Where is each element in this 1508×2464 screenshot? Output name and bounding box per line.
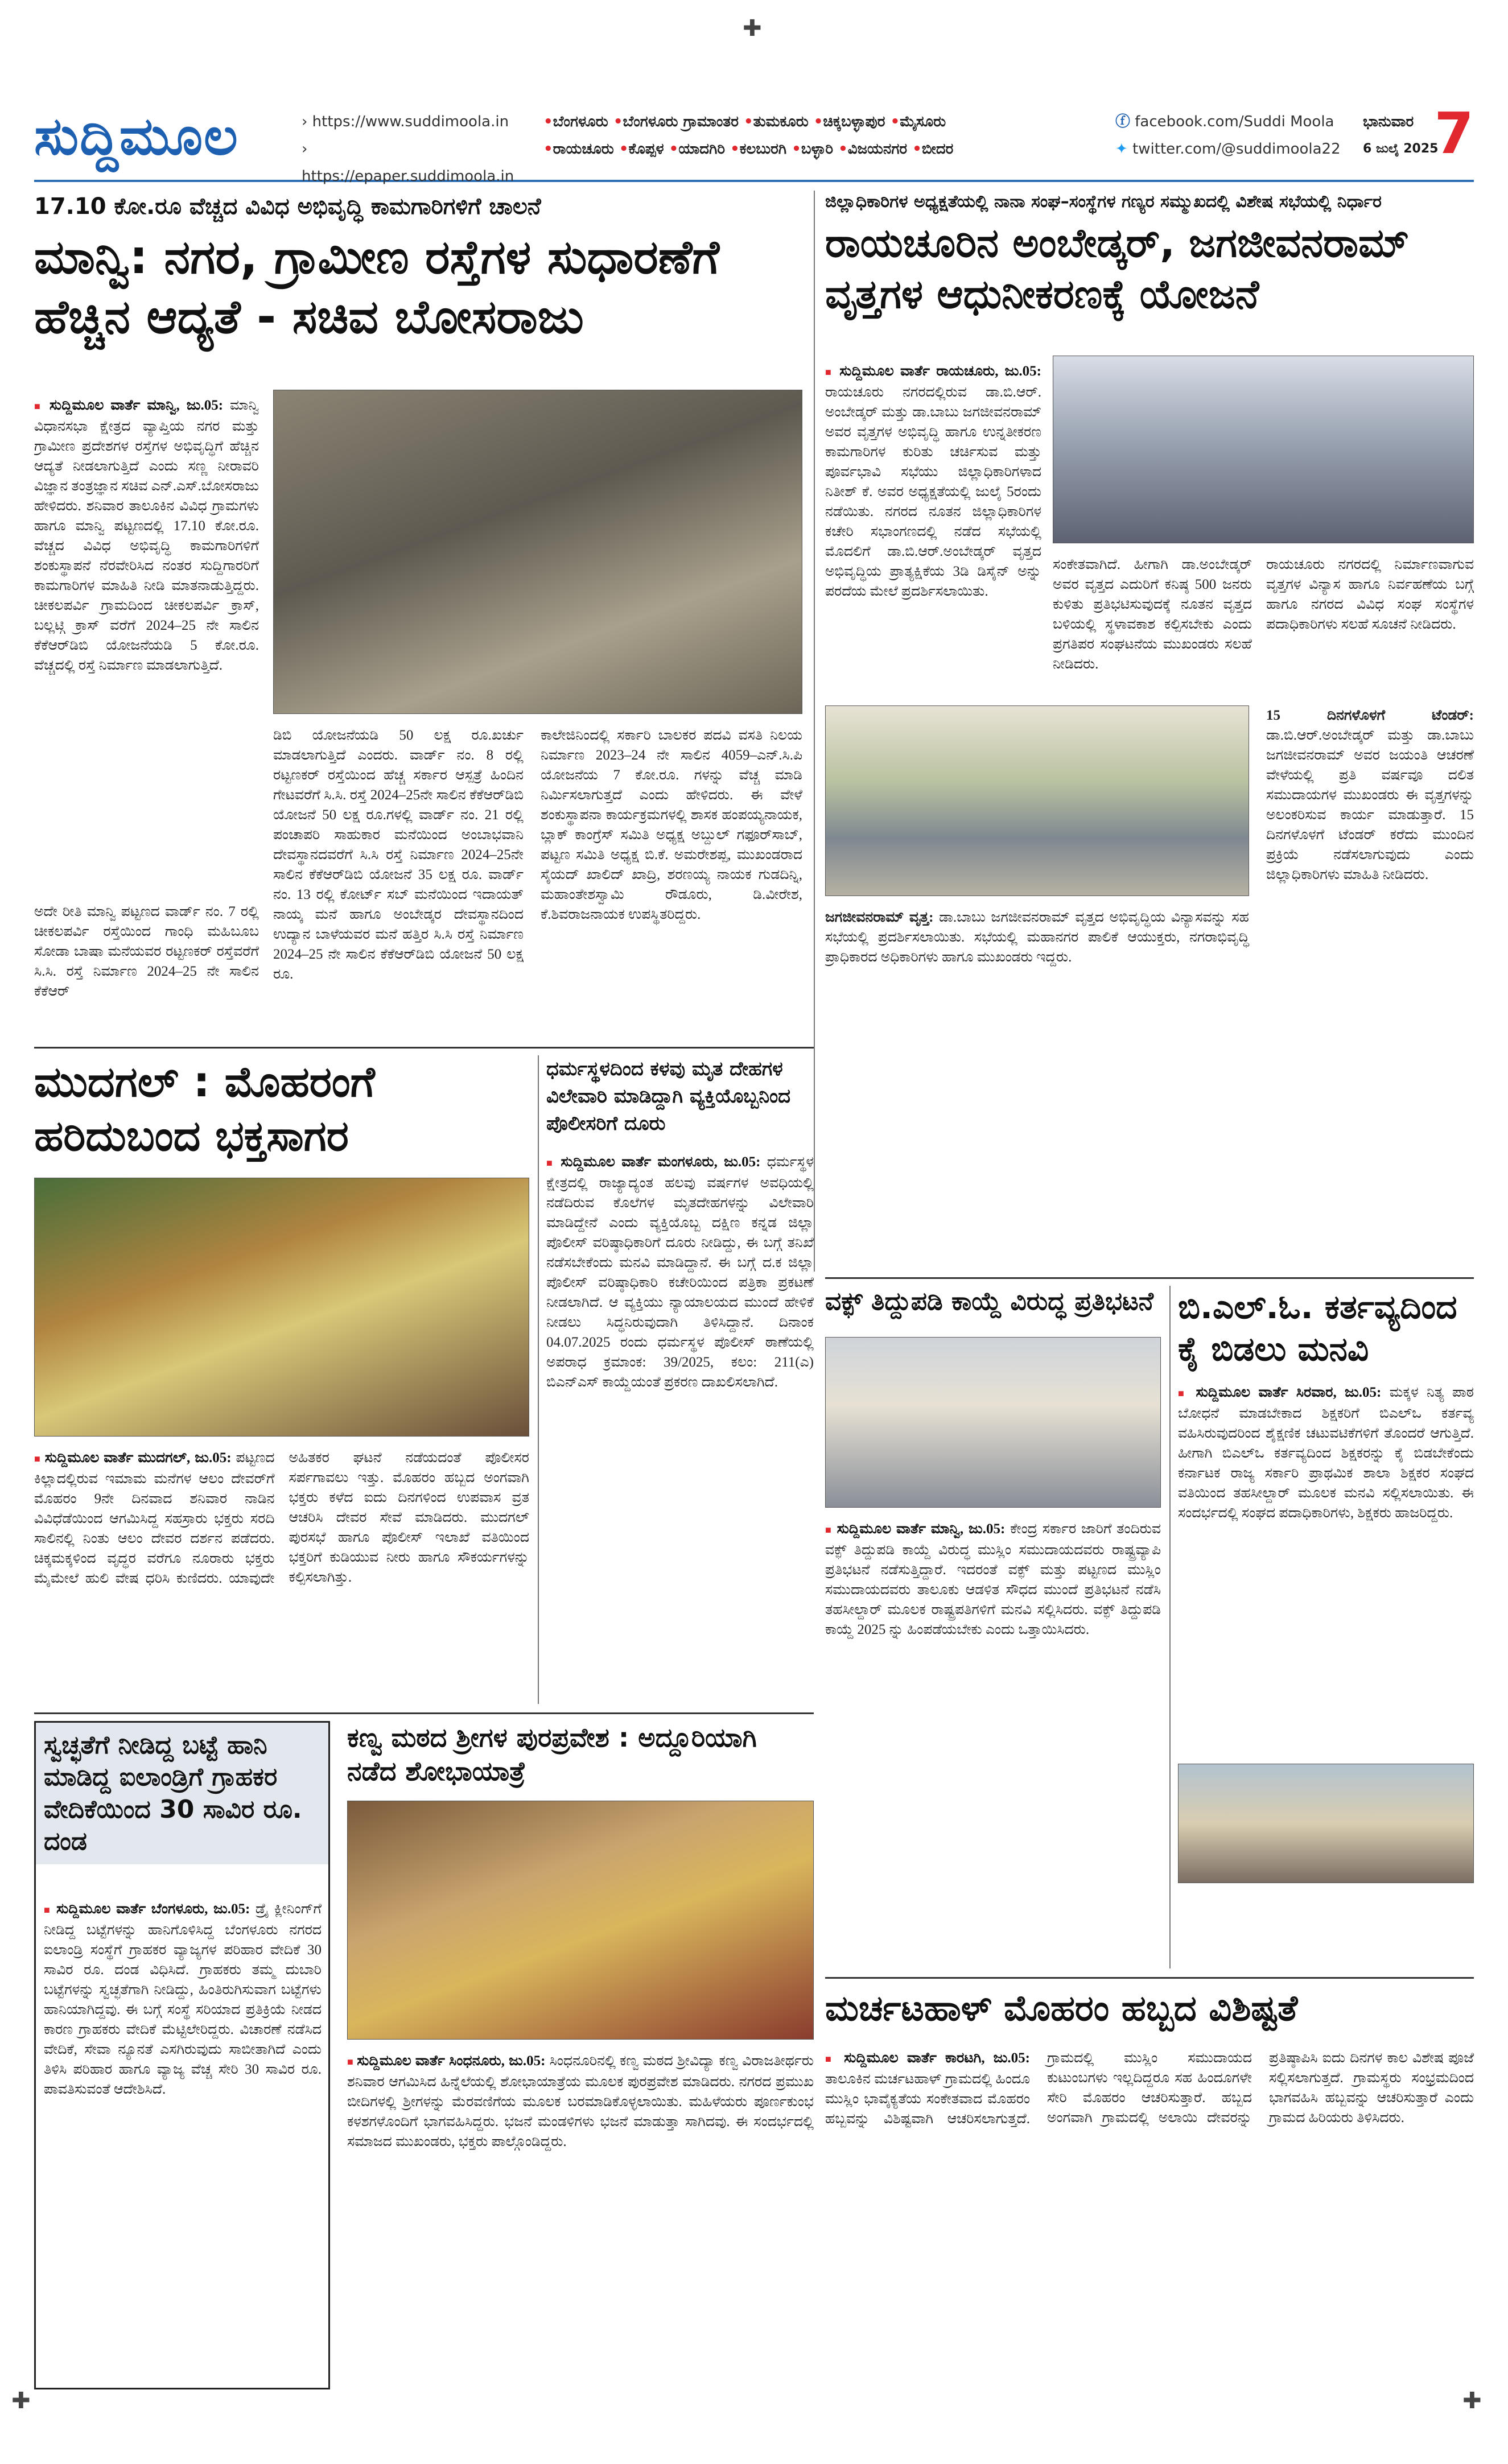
crop-mark-bottom-right: ✚ [1462,2388,1482,2414]
city-row-2: •ರಾಯಚೂರು •ಕೊಪ್ಪಳ •ಯಾದಗಿರಿ •ಕಲಬುರಗಿ •ಬಳ್ಳಾರಿ •ವಿಜಯನಗರ •ಬೀದರ [543,141,954,158]
story-manvi-roads [34,191,802,1041]
story-blo-duty [1178,1286,1474,1968]
story-dateline: ■ ಸುದ್ದಿಮೂಲ ವಾರ್ತೆ ಕಾರಟಗಿ, ಜು.05: [825,2050,1030,2066]
newspaper-page [11,15,1482,2424]
city-editions [543,108,1113,163]
twitter-icon: ✦ [1115,141,1128,158]
story-marchatahal-muharram [825,1986,1474,2389]
story-photo-protest [825,1337,1161,1508]
story-body-col1b: ಅದೇ ರೀತಿ ಮಾನ್ವಿ ಪಟ್ಟಣದ ವಾರ್ಡ್ ನಂ. 7 ರಲ್ಲಿ ಚೀಕಲಪರ್ವಿ ರಸ್ತೆಯಿಂದ ಗಾಂಧಿ ಮಹಿಬೂಬ ಸೋಡಾ ಬಾಷಾ ಮನೆಯವರ ರಟ್ಟಣಕರ್ ರಸ್ತೆವರೆಗೆ ಸಿ.ಸಿ. ರಸ್ತೆ ನಿರ್ಮಾಣ 2024–25 ನೇ ಸಾಲಿನ ಕೆಕೆಆರ್ [34,904,259,999]
facebook-link[interactable]: ⓕ facebook.com/Suddi Moola [1115,113,1334,130]
epaper-link[interactable]: › https://epaper.suddimoola.in [302,141,514,185]
story-kicker: ಧರ್ಮಸ್ಥಳದಿಂದ ಕಳವು ಮೃತ ದೇಹಗಳ ವಿಲೇವಾರಿ ಮಾಡಿದ್ದಾಗಿ ವ್ಯಕ್ತಿಯೊಬ್ಬನಿಂದ ಪೊಲೀಸರಿಗೆ ದೂರು [546,1058,791,1135]
story-dharmasthala-complaint [546,1055,814,1704]
story-dateline: ■ ಸುದ್ದಿಮೂಲ ವಾರ್ತೆ ಸಿಂಧನೂರು, ಜು.05: [347,2053,545,2069]
story-dateline: ■ ಸುದ್ದಿಮೂಲ ವಾರ್ತೆ ಬೆಂಗಳೂರು, ಜು.05: [44,1901,250,1917]
website-links [302,108,524,190]
story-body-col5: ಜಗಜೀವನರಾಮ್ ವೃತ್ತ: ಡಾ.ಬಾಬು ಜಗಜೀವನರಾಮ್ ವೃತ್ತದ ಅಭಿವೃದ್ಧಿಯ ವಿನ್ಯಾಸವನ್ನು ಸಹ ಸಭೆಯಲ್ಲಿ ಪ್ರದರ್ಶಿಸಲಾಯಿತು. ಸಭೆಯಲ್ಲಿ ಮಹಾನಗರ ಪಾಲಿಕೆ ಆಯುಕ್ತರು, ನಗರಾಭಿವೃದ್ಧಿ ಪ್ರಾಧಿಕಾರದ ಅಧಿಕಾರಿಗಳು ಹಾಗೂ ಮುಖಂಡರು ಇದ್ದರು. [825,910,1249,965]
story-photo-procession [347,1801,814,2040]
story-body: ■ ಸುದ್ದಿಮೂಲ ವಾರ್ತೆ ಸಿರವಾರ, ಜು.05: ಮಕ್ಕಳ ನಿತ್ಯ ಪಾಠ ಬೋಧನೆ ಮಾಡಬೇಕಾದ ಶಿಕ್ಷಕರಿಗೆ ಬಿಎಲ್ಒ ಕರ್ತವ್ಯ ವಹಿಸಿರುವುದರಿಂದ ಶೈಕ್ಷಣಿಕ ಚಟುವಟಿಕೆಗಳಿಗೆ ತೊಂದರೆ ಆಗುತ್ತಿದೆ. ಹೀಗಾಗಿ ಬಿಎಲ್ಒ ಕರ್ತವ್ಯದಿಂದ ಶಿಕ್ಷಕರನ್ನು ಕೈ ಬಿಡಬೇಕೆಂದು ಕರ್ನಾಟಕ ರಾಜ್ಯ ಸರ್ಕಾರಿ ಪ್ರಾಥಮಿಕ ಶಾಲಾ ಶಿಕ್ಷಕರ ಸಂಘದ ವತಿಯಿಂದ ತಹಸೀಲ್ದಾರ್ ಮೂಲಕ ಮನವಿ ಸಲ್ಲಿಸಲಾಯಿತು. ಈ ಸಂದರ್ಭದಲ್ಲಿ ಸಂಘದ ಪದಾಧಿಕಾರಿಗಳು, ಶಿಕ್ಷಕರು ಹಾಜರಿದ್ದರು. [1178,1382,1474,1752]
story-waqf-protest [825,1286,1161,1968]
section-divider [34,1712,814,1714]
column-divider [538,1055,539,1704]
twitter-link[interactable]: ✦ twitter.com/@suddimoola22 [1115,141,1341,158]
story-body: ■ ಸುದ್ದಿಮೂಲ ವಾರ್ತೆ ಬೆಂಗಳೂರು, ಜು.05: ಡ್ರೈ ಕ್ಲೀನಿಂಗ್‌ಗೆ ನೀಡಿದ್ದ ಬಟ್ಟೆಗಳನ್ನು ಹಾನಿಗೊಳಿಸಿದ್ದ ಬೆಂಗಳೂರು ನಗರದ ಐಲಾಂಡ್ರಿ ಸಂಸ್ಥೆಗೆ ಗ್ರಾಹಕರ ವ್ಯಾಜ್ಯಗಳ ಪರಿಹಾರ ವೇದಿಕೆ 30 ಸಾವಿರ ರೂ. ದಂಡ ವಿಧಿಸಿದೆ. ಗ್ರಾಹಕರು ತಮ್ಮ ದುಬಾರಿ ಬಟ್ಟೆಗಳನ್ನು ಸ್ವಚ್ಛತೆಗಾಗಿ ನೀಡಿದ್ದು, ಹಿಂತಿರುಗಿಸುವಾಗ ಬಟ್ಟೆಗಳು ಹಾನಿಯಾಗಿದ್ದವು. ಈ ಬಗ್ಗೆ ಸಂಸ್ಥೆ ಸರಿಯಾದ ಪ್ರತಿಕ್ರಿಯೆ ನೀಡದ ಕಾರಣ ಗ್ರಾಹಕರು ವೇದಿಕೆ ಮೆಟ್ಟಿಲೇರಿದ್ದರು. ವಿಚಾರಣೆ ನಡೆಸಿದ ವೇದಿಕೆ, ಸೇವಾ ನ್ಯೂನತೆ ಎಸಗಿರುವುದು ಸಾಬೀತಾಗಿದೆ ಎಂದು ತಿಳಿಸಿ ಪರಿಹಾರ ಹಾಗೂ ವ್ಯಾಜ್ಯ ವೆಚ್ಚ ಸೇರಿ 30 ಸಾವಿರ ರೂ. ಪಾವತಿಸುವಂತೆ ಆದೇಶಿಸಿದೆ. [44,1899,322,2383]
story-body-col3: ರಾಯಚೂರು ನಗರದಲ್ಲಿ ನಿರ್ಮಾಣವಾಗುವ ವೃತ್ತಗಳ ವಿನ್ಯಾಸ ಹಾಗೂ ನಿರ್ವಹಣೆಯ ಬಗ್ಗೆ ಹಾಗೂ ನಗರದ ವಿವಿಧ ಸಂಘ ಸಂಸ್ಥೆಗಳ ಪದಾಧಿಕಾರಿಗಳು ಸಲಹೆ ಸೂಚನೆ ನೀಡಿದರು. [1266,557,1474,632]
issue-date [1363,108,1439,163]
story-headline: ಬಿ.ಎಲ್.ಓ. ಕರ್ತವ್ಯದಿಂದ ಕೈ ಬಿಡಲು ಮನವಿ [1178,1287,1457,1369]
subhead-tender: 15 ದಿನಗಳೊಳಗೆ ಟೆಂಡರ್: [1266,708,1474,723]
story-dateline: ■ ಸುದ್ದಿಮೂಲ ವಾರ್ತೆ ಮಂಗಳೂರು, ಜು.05: [546,1154,760,1170]
column-divider [1169,1286,1171,1968]
story-headline: ಕಣ್ವ ಮಠದ ಶ್ರೀಗಳ ಪುರಪ್ರವೇಶ : ಅದ್ದೂರಿಯಾಗಿ ನಡೆದ ಶೋಭಾಯಾತ್ರೆ [347,1722,757,1786]
story-photo-meeting [1053,356,1474,543]
story-headline: ಸ್ವಚ್ಛತೆಗೆ ನೀಡಿದ್ದ ಬಟ್ಟೆ ಹಾನಿ ಮಾಡಿದ್ದ ಐಲಾಂಡ್ರಿಗೆ ಗ್ರಾಹಕರ ವೇದಿಕೆಯಿಂದ 30 ಸಾವಿರ ರೂ. ದಂಡ [36,1723,328,1864]
section-divider [825,1977,1474,1979]
story-ilaundry-fine [34,1721,330,2389]
story-headline: ರಾಯಚೂರಿನ ಅಂಬೇಡ್ಕರ್, ಜಗಜೀವನರಾಮ್ ವೃತ್ತಗಳ ಆಧುನೀಕರಣಕ್ಕೆ ಯೋಜನೆ [825,220,1410,317]
story-kicker: 17.10 ಕೋ.ರೂ ವೆಚ್ಚದ ವಿವಿಧ ಅಭಿವೃದ್ಧಿ ಕಾಮಗಾರಿಗಳಿಗೆ ಚಾಲನೆ [34,193,541,220]
story-headline: ಮಾನ್ವಿ: ನಗರ, ಗ್ರಾಮೀಣ ರಸ್ತೆಗಳ ಸುಧಾರಣೆಗೆ ಹೆಚ್ಚಿನ ಆದ್ಯತೆ - ಸಚಿವ ಬೋಸರಾಜು [34,230,720,344]
story-dateline: ■ ಸುದ್ದಿಮೂಲ ವಾರ್ತೆ ಮುದಗಲ್, ಜು.05: [34,1450,232,1466]
crop-mark-top-center: ✚ [743,15,762,42]
story-mudagal-muharram [34,1055,529,1704]
story-raichur-circles [825,191,1474,1272]
section-divider [825,1277,1474,1279]
facebook-icon: ⓕ [1115,113,1131,130]
city-row-1: •ಬೆಂಗಳೂರು •ಬೆಂಗಳೂರು ಗ್ರಾಮಾಂತರ •ತುಮಕೂರು •ಚಿಕ್ಕಬಳ್ಳಾಪುರ •ಮೈಸೂರು [543,113,946,130]
section-divider [34,1047,814,1049]
story-dateline: ■ ಸುದ್ದಿಮೂಲ ವಾರ್ತೆ ಸಿರವಾರ, ಜು.05: [1178,1385,1381,1400]
story-body-col1 [34,395,259,896]
social-links [1115,108,1354,163]
story-photo-teachers [1178,1764,1474,1883]
story-photo-ministers-inauguration [273,390,802,714]
story-headline: ವಕ್ಫ್ ತಿದ್ದುಪಡಿ ಕಾಯ್ದೆ ವಿರುದ್ಧ ಪ್ರತಿಭಟನೆ [825,1287,1153,1316]
story-photo-circle-3d-design [825,705,1249,896]
story-kicker: ಜಿಲ್ಲಾಧಿಕಾರಿಗಳ ಅಧ್ಯಕ್ಷತೆಯಲ್ಲಿ ನಾನಾ ಸಂಘ–ಸಂಸ್ಥೆಗಳ ಗಣ್ಯರ ಸಮ್ಮುಖದಲ್ಲಿ ವಿಶೇಷ ಸಭೆಯಲ್ಲಿ ನಿರ್ಧಾರ [825,192,1382,212]
story-body-text: ಮಾನ್ವಿ ವಿಧಾನಸಭಾ ಕ್ಷೇತ್ರದ ವ್ಯಾಪ್ತಿಯ ನಗರ ಮತ್ತು ಗ್ರಾಮೀಣ ಪ್ರದೇಶಗಳ ರಸ್ತೆಗಳ ಅಭಿವೃದ್ಧಿಗೆ ಹೆಚ್ಚಿನ ಆದ್ಯತೆ ನೀಡಲಾಗುತ್ತಿದೆ ಎಂದು ಸಣ್ಣ ನೀರಾವರಿ ವಿಜ್ಞಾನ ತಂತ್ರಜ್ಞಾನ ಸಚಿವ ಎನ್.ಎಸ್.ಬೋಸರಾಜು ಹೇಳಿದರು. ಶನಿವಾರ ತಾಲೂಕಿನ ವಿವಿಧ ಗ್ರಾಮಗಳು ಹಾಗೂ ಮಾನ್ವಿ ಪಟ್ಟಣದಲ್ಲಿ 17.10 ಕೋ.ರೂ. ವೆಚ್ಚದ ವಿವಿಧ ಅಭಿವೃದ್ಧಿ ಕಾಮಗಾರಿಗಳಿಗೆ ಶಂಕುಸ್ಥಾಪನೆ ನೆರವೇರಿಸಿದ ನಂತರ ಸುದ್ದಿಗಾರರಿಗೆ ಕಾಮಗಾರಿಗಳ ಮಾಹಿತಿ ನೀಡಿ ಮಾತನಾಡುತ್ತಿದ್ದರು. ಚೀಕಲಪರ್ವಿ ಗ್ರಾಮದಿಂದ ಚೀಕಲಪರ್ವಿ ಕ್ರಾಸ್, ಬಲ್ಲಟ್ಗಿ ಕ್ರಾಸ್ ವರೆಗೆ 2024–25 ನೇ ಸಾಲಿನ ಕೆಕೆಆರ್‌ಡಿಬಿ ಯೋಜನೆಯಡಿ 5 ಕೋ.ರೂ. ವೆಚ್ಚದಲ್ಲಿ ರಸ್ತೆ ನಿರ್ಮಾಣ ಮಾಡಲಾಗುತ್ತಿದೆ. [34,398,259,673]
subhead-jagjivanram: ಜಗಜೀವನರಾಮ್ ವೃತ್ತ: [825,910,934,925]
story-dateline: ■ ಸುದ್ದಿಮೂಲ ವಾರ್ತೆ ಮಾನ್ವಿ, ಜು.05: [825,1521,1005,1537]
story-body: ■ ಸುದ್ದಿಮೂಲ ವಾರ್ತೆ ಮಾನ್ವಿ, ಜು.05: ಕೇಂದ್ರ ಸರ್ಕಾರ ಜಾರಿಗೆ ತಂದಿರುವ ವಕ್ಫ್ ತಿದ್ದುಪಡಿ ಕಾಯ್ದೆ ವಿರುದ್ಧ ಮುಸ್ಲಿಂ ಸಮುದಾಯದವರು ರಾಷ್ಟ್ರವ್ಯಾಪಿ ಪ್ರತಿಭಟನೆ ನಡೆಸುತ್ತಿದ್ದಾರೆ. ಇದರಂತೆ ವಕ್ಫ್ ಮತ್ತು ಪಟ್ಟಣದ ಮುಸ್ಲಿಂ ಸಮುದಾಯದವರು ತಾಲೂಕು ಆಡಳಿತ ಸೌಧದ ಮುಂದೆ ಪ್ರತಿಭಟನೆ ನಡೆಸಿ ತಹಸೀಲ್ದಾರ್ ಮೂಲಕ ರಾಷ್ಟ್ರಪತಿಗಳಿಗೆ ಮನವಿ ಸಲ್ಲಿಸಿದರು. ವಕ್ಫ್ ತಿದ್ದುಪಡಿ ಕಾಯ್ದೆ 2025 ನ್ನು ಹಿಂಪಡೆಯಬೇಕು ಎಂದು ಒತ್ತಾಯಿಸಿದರು. [825,1519,1161,1968]
crop-mark-bottom-left: ✚ [11,2388,31,2414]
story-body: ■ ಸುದ್ದಿಮೂಲ ವಾರ್ತೆ ಸಿಂಧನೂರು, ಜು.05: ಸಿಂಧನೂರಿನಲ್ಲಿ ಕಣ್ವ ಮಠದ ಶ್ರೀವಿದ್ಯಾ ಕಣ್ವ ವಿರಾಜತೀರ್ಥರು ಶನಿವಾರ ಆಗಮಿಸಿದ ಹಿನ್ನೆಲೆಯಲ್ಲಿ ಶೋಭಾಯಾತ್ರೆಯ ಮೂಲಕ ಪುರಪ್ರವೇಶ ಮಾಡಿದರು. ನಗರದ ಪ್ರಮುಖ ಬೀದಿಗಳಲ್ಲಿ ಶ್ರೀಗಳನ್ನು ಮೆರವಣಿಗೆಯ ಮೂಲಕ ಬರಮಾಡಿಕೊಳ್ಳಲಾಯಿತು. ಮಹಿಳೆಯರು ಪೂರ್ಣಕುಂಭ ಕಳಶಗಳೊಂದಿಗೆ ಭಾಗವಹಿಸಿದ್ದರು. ಭಜನೆ ಮಂಡಳಿಗಳು ಭಜನೆ ಮಾಡುತ್ತಾ ಸಾಗಿದವು. ಈ ಸಂದರ್ಭದಲ್ಲಿ ಸಮಾಜದ ಮುಖಂಡರು, ಭಕ್ತರು ಪಾಲ್ಗೊಂಡಿದ್ದರು. [347,2051,814,2389]
story-body-col4: 15 ದಿನಗಳೊಳಗೆ ಟೆಂಡರ್: ಡಾ.ಬಿ.ಆರ್.ಅಂಬೇಡ್ಕರ್ ಮತ್ತು ಡಾ.ಬಾಬು ಜಗಜೀವನರಾಮ್ ಅವರ ಜಯಂತಿ ಆಚರಣೆ ವೇಳೆಯಲ್ಲಿ ಪ್ರತಿ ವರ್ಷವೂ ದಲಿತ ಸಮುದಾಯಗಳ ಮುಖಂಡರು ಈ ವೃತ್ತಗಳನ್ನು ಅಲಂಕರಿಸುವ ಕಾರ್ಯ ಮಾಡುತ್ತಾರೆ. 15 ದಿನಗಳೊಳಗೆ ಟೆಂಡರ್ ಕರೆದು ಮುಂದಿನ ಪ್ರಕ್ರಿಯೆ ನಡೆಸಲಾಗುವುದು ಎಂದು ಜಿಲ್ಲಾಧಿಕಾರಿಗಳು ಮಾಹಿತಿ ನೀಡಿದರು. [1266,708,1474,882]
story-headline: ಮರ್ಚಟಹಾಳ್ ಮೊಹರಂ ಹಬ್ಬದ ವಿಶಿಷ್ಟತೆ [825,1987,1298,2029]
story-photo-devotees [34,1178,529,1437]
story-body-col1: ■ ಸುದ್ದಿಮೂಲ ವಾರ್ತೆ ರಾಯಚೂರು, ಜು.05: ರಾಯಚೂರು ನಗರದಲ್ಲಿರುವ ಡಾ.ಬಿ.ಆರ್. ಅಂಬೇಡ್ಕರ್ ಮತ್ತು ಡಾ.ಬಾಬು ಜಗಜೀವನರಾಮ್ ಅವರ ವೃತ್ತಗಳ ಅಭಿವೃದ್ಧಿ ಹಾಗೂ ಉನ್ನತೀಕರಣ ಕಾಮಗಾರಿಗಳ ಕುರಿತು ಚರ್ಚಿಸುವ ಮತ್ತು ಪೂರ್ವಭಾವಿ ಸಭೆಯು ಜಿಲ್ಲಾಧಿಕಾರಿಗಳಾದ ನಿತೀಶ್ ಕೆ. ಅವರ ಅಧ್ಯಕ್ಷತೆಯಲ್ಲಿ ಜುಲೈ 5ರಂದು ನಡೆಯಿತು. ನಗರದ ನೂತನ ಜಿಲ್ಲಾಧಿಕಾರಿಗಳ ಕಚೇರಿ ಸಭಾಂಗಣದಲ್ಲಿ ನಡೆದ ಸಭೆಯಲ್ಲಿ ಮೊದಲಿಗೆ ಡಾ.ಬಿ.ಆರ್.ಅಂಬೇಡ್ಕರ್ ವೃತ್ತದ ಅಭಿವೃದ್ಧಿಯ ಪ್ರಾತ್ಯಕ್ಷಿಕೆಯ 3ಡಿ ಡಿಸೈನ್ ಅನ್ನು ಪರದೆಯ ಮೇಲೆ ಪ್ರದರ್ಶಿಸಲಾಯಿತು. [825,361,1041,697]
issue-date-text: 6 ಜುಲೈ 2025 [1363,142,1439,156]
story-body: ■ ಸುದ್ದಿಮೂಲ ವಾರ್ತೆ ಕಾರಟಗಿ, ಜು.05: ತಾಲೂಕಿನ ಮರ್ಚಟಹಾಳ್ ಗ್ರಾಮದಲ್ಲಿ ಹಿಂದೂ ಮುಸ್ಲಿಂ ಭಾವೈಕ್ಯತೆಯ ಸಂಕೇತವಾದ ಮೊಹರಂ ಹಬ್ಬವನ್ನು ವಿಶಿಷ್ಟವಾಗಿ ಆಚರಿಸಲಾಗುತ್ತದೆ. ಗ್ರಾಮದಲ್ಲಿ ಮುಸ್ಲಿಂ ಸಮುದಾಯದ ಕುಟುಂಬಗಳು ಇಲ್ಲದಿದ್ದರೂ ಸಹ ಹಿಂದೂಗಳೇ ಸೇರಿ ಮೊಹರಂ ಆಚರಿಸುತ್ತಾರೆ. ಹಬ್ಬದ ಅಂಗವಾಗಿ ಗ್ರಾಮದಲ್ಲಿ ಅಲಾಯಿ ದೇವರನ್ನು ಪ್ರತಿಷ್ಠಾಪಿಸಿ ಐದು ದಿನಗಳ ಕಾಲ ವಿಶೇಷ ಪೂಜೆ ಸಲ್ಲಿಸಲಾಗುತ್ತದೆ. ಗ್ರಾಮಸ್ಥರು ಸಂಭ್ರಮದಿಂದ ಭಾಗವಹಿಸಿ ಹಬ್ಬವನ್ನು ಆಚರಿಸುತ್ತಾರೆ ಎಂದು ಗ್ರಾಮದ ಹಿರಿಯರು ತಿಳಿಸಿದರು. [825,2048,1474,2389]
story-dateline: ■ ಸುದ್ದಿಮೂಲ ವಾರ್ತೆ ಮಾನ್ವಿ, ಜು.05: [34,398,223,413]
story-headline: ಮುದಗಲ್ : ಮೊಹರಂಗೆ ಹರಿದುಬಂದ ಭಕ್ತಸಾಗರ [34,1058,375,1161]
story-body-col2: ಡಿಬಿ ಯೋಜನೆಯಡಿ 50 ಲಕ್ಷ ರೂ.ಖರ್ಚು ಮಾಡಲಾಗುತ್ತಿದೆ ಎಂದರು. ವಾರ್ಡ್ ನಂ. 8 ರಲ್ಲಿ ರಟ್ಟಣಕರ್ ರಸ್ತೆಯಿಂದ ಹೆಚ್ಚ ಸರ್ಕಾರ ಆಸ್ಪತ್ರೆ ಹಿಂದಿನ ಗೇಟವರೆಗೆ ಸಿ.ಸಿ. ರಸ್ತೆ 2024–25ನೇ ಸಾಲಿನ ಕೆಕೆಆರ್‌ಡಿಬಿ ಯೋಜನೆ 50 ಲಕ್ಷ ರೂ.ಗಳಲ್ಲಿ ವಾರ್ಡ್ ನಂ. 21 ರಲ್ಲಿ ಪಂಚಾಪರಿ ಸಾಹುಕಾರ ಮನೆಯಿಂದ ಅಂಬಾಭವಾನಿ ದೇವಸ್ಥಾನದವರೆಗೆ ಸಿ.ಸಿ ರಸ್ತೆ ನಿರ್ಮಾಣ 2024–25ನೇ ಸಾಲಿನ ಕೆಕೆಆರ್‌ಡಿಬಿ ಯೋಜನೆ 35 ಲಕ್ಷ ರೂ. ವಾರ್ಡ್ ನಂ. 13 ರಲ್ಲಿ ಕೋರ್ಟ್ ಸಬ್ ಮನೆಯಿಂದ ಇದಾಯತ್ ನಾಯ್ಕ ಮನೆ ಹಾಗೂ ಅಂಬೇಡ್ಕರ ದೇವಸ್ಥಾನದಿಂದ ಉದ್ಯಾನ ಬಾಳೆಯವರ ಮನೆ ಹತ್ತಿರ ಸಿ.ಸಿ ರಸ್ತೆ ನಿರ್ಮಾಣ 2024–25 ನೇ ಸಾಲಿನ ಕೆಕೆಆರ್‌ಡಿಬಿ ಯೋಜನೆ 50 ಲಕ್ಷ ರೂ. [273,728,524,982]
issue-day: ಭಾನುವಾರ [1363,113,1414,130]
logo: ಸುದ್ದಿಮೂಲ [34,106,239,167]
story-body: ■ ಸುದ್ದಿಮೂಲ ವಾರ್ತೆ ಮಂಗಳೂರು, ಜು.05: ಧರ್ಮಸ್ಥಳ ಕ್ಷೇತ್ರದಲ್ಲಿ ರಾಜ್ಯಾದ್ಯಂತ ಹಲವು ವರ್ಷಗಳ ಅವಧಿಯಲ್ಲಿ ನಡೆದಿರುವ ಕೊಲೆಗಳ ಮೃತದೇಹಗಳನ್ನು ವಿಲೇವಾರಿ ಮಾಡಿದ್ದೇನೆ ಎಂದು ವ್ಯಕ್ತಿಯೊಬ್ಬ ದಕ್ಷಿಣ ಕನ್ನಡ ಜಿಲ್ಲಾ ಪೊಲೀಸ್ ವರಿಷ್ಠಾಧಿಕಾರಿಗೆ ದೂರು ನೀಡಿದ್ದು, ಈ ಬಗ್ಗೆ ತನಿಖೆ ನಡೆಸಬೇಕೆಂದು ಮನವಿ ಮಾಡಿದ್ದಾನೆ. ಈ ಬಗ್ಗೆ ದ.ಕ ಜಿಲ್ಲಾ ಪೊಲೀಸ್ ವರಿಷ್ಠಾಧಿಕಾರಿ ಕಚೇರಿಯಿಂದ ಪತ್ರಿಕಾ ಪ್ರಕಟಣೆ ನೀಡಲಾಗಿದೆ. ಆ ವ್ಯಕ್ತಿಯು ನ್ಯಾಯಾಲಯದ ಮುಂದೆ ಹೇಳಿಕೆ ನೀಡಲು ಸಿದ್ಧನಿರುವುದಾಗಿ ತಿಳಿಸಿದ್ದಾನೆ. ದಿನಾಂಕ 04.07.2025 ರಂದು ಧರ್ಮಸ್ಥಳ ಪೊಲೀಸ್ ಠಾಣೆಯಲ್ಲಿ ಅಪರಾಧ ಕ್ರಮಾಂಕ: 39/2025, ಕಲಂ: 211(ಎ) ಬಿಎನ್ಎಸ್ ಕಾಯ್ದೆಯಂತೆ ಪ್ರಕರಣ ದಾಖಲಿಸಲಾಗಿದೆ. [546,1152,814,1704]
story-body-col2: ಸಂಕೇತವಾಗಿದೆ. ಹೀಗಾಗಿ ಡಾ.ಅಂಬೇಡ್ಕರ್ ಅವರ ವೃತ್ತದ ಎದುರಿಗೆ ಕನಿಷ್ಠ 500 ಜನರು ಕುಳಿತು ಪ್ರತಿಭಟಿಸುವುದಕ್ಕೆ ನೂತನ ವೃತ್ತದ ಬಳಿಯಲ್ಲಿ ಸ್ಥಳಾವಕಾಶ ಕಲ್ಪಿಸಬೇಕು ಎಂದು ಪ್ರಗತಿಪರ ಸಂಘಟನೆಯ ಮುಖಂಡರು ಸಲಹೆ ನೀಡಿದರು. [1053,557,1252,672]
story-body-col3: ಕಾಲೇಜಿನಿಂದಲ್ಲಿ ಸರ್ಕಾರಿ ಬಾಲಕರ ಪದವಿ ವಸತಿ ನಿಲಯ ನಿರ್ಮಾಣ 2023–24 ನೇ ಸಾಲಿನ 4059–ಎನ್.ಸಿ.ಪಿ ಯೋಜನೆಯ 7 ಕೋ.ರೂ. ಗಳನ್ನು ವೆಚ್ಚ ಮಾಡಿ ನಿರ್ಮಿಸಲಾಗುತ್ತದೆ ಎಂದು ಹೇಳಿದರು. ಈ ವೇಳೆ ಶಂಕುಸ್ಥಾಪನಾ ಕಾರ್ಯಕ್ರಮಗಳಲ್ಲಿ ಶಾಸಕ ಹಂಪಯ್ಯನಾಯಕ, ಬ್ಲಾಕ್ ಕಾಂಗ್ರೆಸ್ ಸಮಿತಿ ಅಧ್ಯಕ್ಷ ಅಬ್ದುಲ್ ಗಫೂರ್‌ಸಾಬ್, ಪಟ್ಟಣ ಸಮಿತಿ ಅಧ್ಯಕ್ಷ ಬಿ.ಕೆ. ಅಮರೇಶಪ್ಪ, ಮುಖಂಡರಾದ ಸೈಯದ್ ಖಾಲಿದ್ ಖಾದ್ರಿ, ಶರಣಯ್ಯ ನಾಯಕ ಗುಡದಿನ್ನಿ, ಮಹಾಂತೇಶಸ್ವಾಮಿ ರೌಡೂರು, ಡಿ.ವೀರೇಶ, ಕೆ.ಶಿವರಾಜನಾಯಕ ಉಪಸ್ಥಿತರಿದ್ದರು. [541,728,802,922]
masthead [34,97,1474,185]
story-body: ■ ಸುದ್ದಿಮೂಲ ವಾರ್ತೆ ಮುದಗಲ್, ಜು.05: ಪಟ್ಟಣದ ಕಿಲ್ಲಾದಲ್ಲಿರುವ ಇಮಾಮ ಮನೆಗಳ ಆಲಂ ದೇವರ್‌ಗೆ ಮೊಹರಂ 9ನೇ ದಿನವಾದ ಶನಿವಾರ ನಾಡಿನ ವಿವಿಧೆಡೆಯಿಂದ ಆಗಮಿಸಿದ್ದ ಸಹಸ್ರಾರು ಭಕ್ತರು ಸರದಿ ಸಾಲಿನಲ್ಲಿ ನಿಂತು ಆಲಂ ದೇವರ ದರ್ಶನ ಪಡೆದರು. ಚಿಕ್ಕಮಕ್ಕಳಿಂದ ವೃದ್ಧರ ವರೆಗೂ ನೂರಾರು ಭಕ್ತರು ಮೈಮೇಲೆ ಹುಲಿ ವೇಷ ಧರಿಸಿ ಕುಣಿದರು. ಯಾವುದೇ ಅಹಿತಕರ ಘಟನೆ ನಡೆಯದಂತೆ ಪೊಲೀಸರ ಸರ್ಪಗಾವಲು ಇತ್ತು. ಮೊಹರಂ ಹಬ್ಬದ ಅಂಗವಾಗಿ ಭಕ್ತರು ಕಳೆದ ಐದು ದಿನಗಳಿಂದ ಉಪವಾಸ ವ್ರತ ಆಚರಿಸಿ ದೇವರ ಸೇವೆ ಮಾಡಿದರು. ಮುದಗಲ್ ಪುರಸಭೆ ಹಾಗೂ ಪೊಲೀಸ್ ಇಲಾಖೆ ವತಿಯಿಂದ ಭಕ್ತರಿಗೆ ಕುಡಿಯುವ ನೀರು ಹಾಗೂ ಸೌಕರ್ಯಗಳನ್ನು ಕಲ್ಪಿಸಲಾಗಿತ್ತು. [34,1448,529,1704]
column-divider [814,191,815,1272]
story-kanva-matha [347,1721,814,2389]
story-dateline: ■ ಸುದ್ದಿಮೂಲ ವಾರ್ತೆ ರಾಯಚೂರು, ಜು.05: [825,364,1041,379]
page-number: 7 [1434,100,1474,167]
website-link[interactable]: › https://www.suddimoola.in [302,113,509,130]
